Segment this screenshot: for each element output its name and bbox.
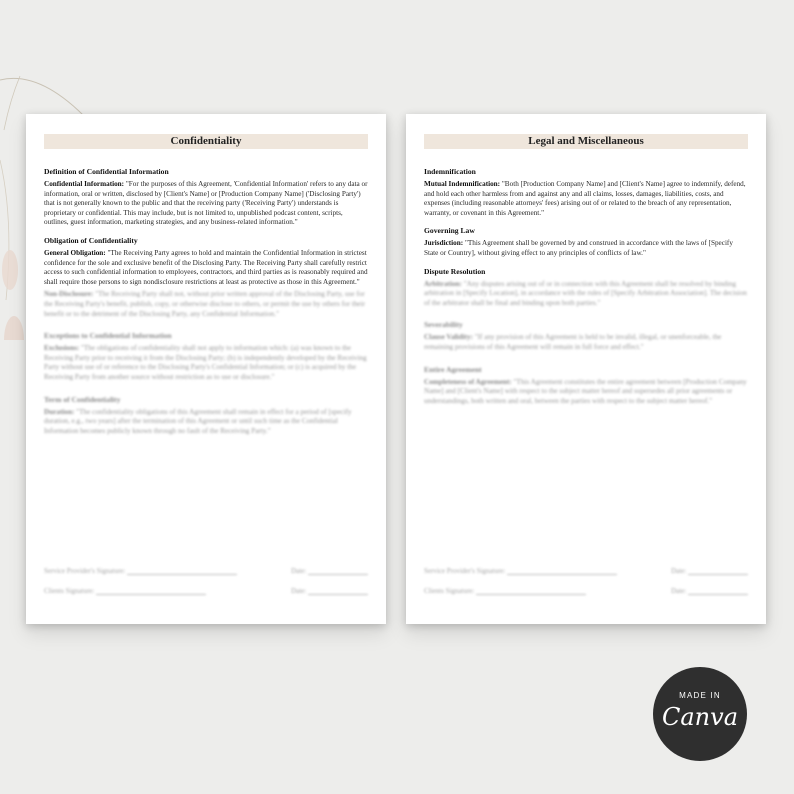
section-heading: Indemnification [424,167,476,176]
term: Completeness of Agreement: [424,377,512,386]
signature-line [127,566,237,575]
page-title: Legal and Miscellaneous [424,134,748,149]
paragraph [424,280,748,309]
blurred-content [44,290,368,436]
term: Confidential Information: [44,180,125,188]
document-page-legal [406,114,766,624]
signature-row-provider [424,566,748,575]
date-label: Date: [291,587,307,595]
paragraph [44,344,368,382]
paragraph [44,249,368,287]
signature-line [96,586,206,595]
canva-logo: Canva [662,703,738,731]
section-heading: Entire Agreement [424,364,482,374]
paragraph-text: "If any provision of this Agreement is held to be invalid, illegal, or unenforceable, the remaining provisions of this Agreement will remain in full force and effect." [424,333,722,351]
document-page-confidentiality [26,114,386,624]
signature-row-provider [44,566,368,575]
term: Arbitration: [424,279,462,288]
made-in-canva-badge [653,667,747,761]
paragraph [424,180,748,218]
date-label: Date: [671,587,687,595]
page-title: Confidentiality [44,134,368,149]
paragraph-text: "Both [Production Company Name] and [Client's Name] agree to indemnify, defend, and hold each other harmless from and against any and all claims, losses, damages, liabilities, costs, and expenses (including reasonable attorneys' fees) arising out of or related to the breach of any representation, warranty, or covenant in this Agreement." [424,180,746,217]
term: Exclusions: [44,344,80,353]
signature-label: Clients Signature: [44,587,95,595]
paragraph-text: "The Receiving Party agrees to hold and maintain the Confidential Information in strictest confidence for the sole and exclusive benefit of the Disclosing Party. The Receiving Party shall carefully restrict access to such confidential information to employees, contractors, and third parties as is reasonably required and shall require those persons to sign nondisclosure restrictions at least as protective as those in this Agreement." [44,248,368,286]
section-heading: Severability [424,320,463,330]
paragraph [424,378,748,407]
date-label: Date: [671,567,687,575]
section-heading: Exceptions to Confidential Information [44,331,172,341]
term: Non-Disclosure: [44,290,94,299]
date-field [291,566,368,575]
section-heading: Term of Confidentiality [44,394,121,404]
section-heading: Dispute Resolution [424,266,486,276]
date-line [308,586,368,595]
date-line [308,566,368,575]
term: Jurisdiction: [424,239,464,248]
paragraph-text: "The Receiving Party shall not, without prior written approval of the Disclosing Party, use for the Receiving Party's benefit, publish, copy, or otherwise disclose to others, or permit the use by others for their benefit or to the detriment of the Disclosing Party, any Confidential Information." [44,290,365,318]
signature-label: Clients Signature: [424,587,475,595]
section-heading: Obligation of Confidentiality [44,235,138,245]
date-field [671,566,748,575]
paragraph [424,239,748,258]
paragraph-text: "This Agreement shall be governed by and construed in accordance with the laws of [Specify State or Country], without giving effect to any principles of conflicts of law." [424,239,733,257]
paragraph [44,180,368,228]
section-heading: Governing Law [424,226,475,236]
paragraph-text: "The confidentiality obligations of this Agreement shall remain in effect for a period of [specify duration, e.g., two years] after the termination of this Agreement or until such time as the Confidential Information becomes publicly known through no fault of the Receiving Party." [44,407,352,435]
term: Mutual Indemnification: [424,180,501,188]
term: General Obligation: [44,248,106,257]
paragraph [44,290,368,319]
signature-line [507,566,617,575]
paragraph-text: "For the purposes of this Agreement, 'Confidential Information' refers to any data or information, oral or written, disclosed by [Client's Name] or [Production Company Name] ('Disclosing Party') that is not generally known to the public and that the receiving party ('Receiving Party') understands is proprietary or confidential. This may include, but is not limited to, unpublished podcast content, scripts, outlines, guest information, marketing strategies, and any business-related information." [44,180,368,227]
date-field [671,586,748,595]
paragraph-text: "This Agreement constitutes the entire agreement between [Production Company Name] and [Client's Name] with respect to the subject matter hereof and supersedes all prior agreements or understandings, both written and oral, between the parties with respect to the subject matter hereof." [424,377,747,405]
section-heading: Definition of Confidential Information [44,167,169,176]
signature-label: Service Provider's Signature: [424,567,506,575]
paragraph [44,408,368,437]
paragraph-text: "The obligations of confidentiality shall not apply to information which: (a) was known to the Receiving Party prior to receiving it from the Disclosing Party; (b) is independently developed by the Receiving Party without use of or reference to the Disclosing Party's Confidential Information; or (c) is acquired by the Receiving Party from another source without restriction as to use or disclosure." [44,344,367,381]
paragraph-text: "Any disputes arising out of or in connection with this Agreement shall be resolved by binding arbitration in [Specify Location], in accordance with the rules of [Specify Arbitration Association]. The decision of the arbitrator shall be final and binding upon both parties." [424,279,747,307]
date-field [291,586,368,595]
paragraph [424,333,748,352]
badge-made-in-text: MADE IN [679,691,721,700]
date-line [688,586,748,595]
blurred-content [424,280,748,407]
signature-label: Service Provider's Signature: [44,567,126,575]
term: Duration: [44,407,75,416]
signature-line [476,586,586,595]
date-line [688,566,748,575]
date-label: Date: [291,567,307,575]
signature-row-client [424,586,748,595]
signature-row-client [44,586,368,595]
term: Clause Validity: [424,333,473,342]
